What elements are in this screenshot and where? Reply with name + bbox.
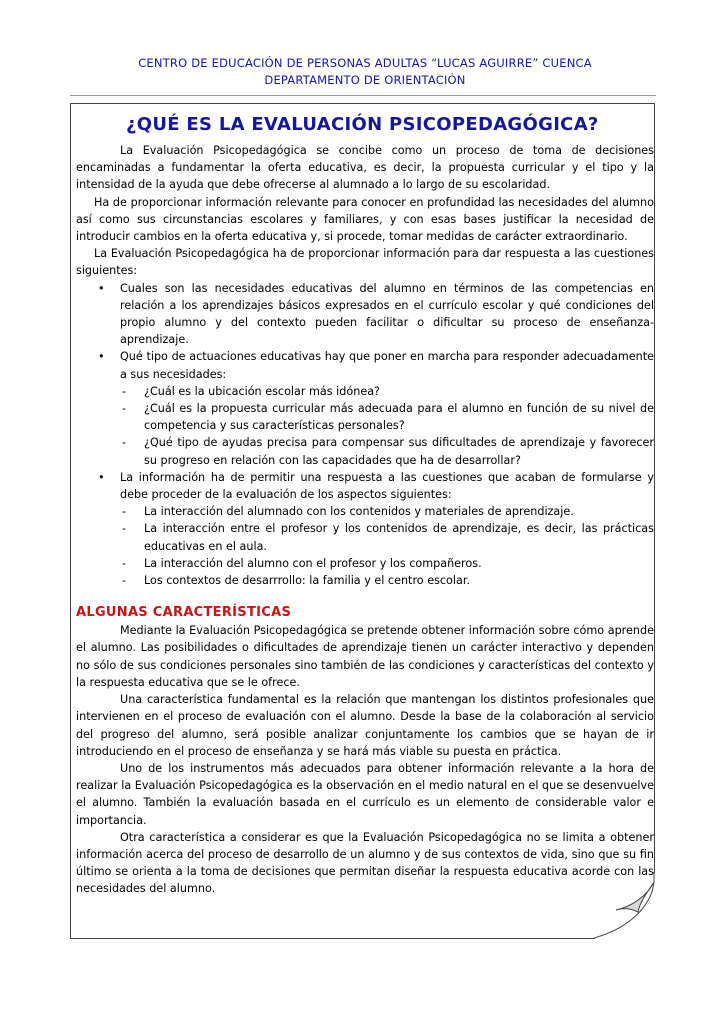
dash-icon: - <box>122 505 127 519</box>
sub-list <box>120 383 654 469</box>
document-body <box>76 112 654 898</box>
intro-paragraph-2: Ha de proporcionar información relevante para conocer en profundidad las necesidades del alumno así como sus circunstancias escolares y familiares, y con esas bases justificar la necesidad de introducir cambios en la oferta educativa y, si procede, tomar medidas de carácter extraordinario. <box>76 195 654 244</box>
frame-right-edge <box>654 103 655 873</box>
sub-list <box>120 503 654 589</box>
bullet-icon: • <box>98 281 105 295</box>
dash-icon: - <box>122 522 127 536</box>
sub-list-item-text: Los contextos de desarrrollo: la familia y el centro escolar. <box>144 574 470 588</box>
list-item <box>76 348 654 468</box>
dash-icon: - <box>122 384 127 398</box>
sub-list-item <box>120 520 654 554</box>
questions-list <box>76 280 654 590</box>
sub-list-item-text: ¿Cuál es la propuesta curricular más adecuada para el alumno en función de su nivel de competencia y sus características personales? <box>144 402 654 433</box>
sub-list-item <box>120 503 654 520</box>
list-item-text: Qué tipo de actuaciones educativas hay que poner en marcha para responder adecuadamente a sus necesidades: <box>120 350 654 381</box>
page-title: ¿QUÉ ES LA EVALUACIÓN PSICOPEDAGÓGICA? <box>126 114 599 135</box>
section-paragraph: Mediante la Evaluación Psicopedagógica se pretende obtener información sobre cómo aprende el alumno. Las posibilidades o dificultades de aprendizaje tienen un carácter interactivo y dependen no sólo de sus condiciones personales sino también de las condiciones y características del contexto y la respuesta educativa que se le ofrece. <box>76 624 654 689</box>
list-item-text: La información ha de permitir una respuesta a las cuestiones que acaban de formularse y debe proceder de la evaluación de los aspectos siguientes: <box>120 470 654 502</box>
bullet-icon: • <box>98 350 105 364</box>
sub-list-item <box>120 383 654 400</box>
section-paragraph: Otra característica a considerar es que la Evaluación Psicopedagógica no se limita a obtener información acerca del proceso de desarrollo de un alumno y de sus contextos de vida, sino que su fin último se orienta a la toma de decisiones que permitan diseñar la respuesta educativa acorde con las necesidades del alumno. <box>76 830 654 896</box>
intro-paragraph-3: La Evaluación Psicopedagógica ha de proporcionar información para dar respuesta a las cuestiones siguientes: <box>76 247 654 278</box>
dash-icon: - <box>122 556 127 570</box>
header-line-2: DEPARTAMENTO DE ORIENTACIÓN <box>264 73 466 87</box>
document-header <box>70 55 660 89</box>
bullet-icon: • <box>98 470 105 484</box>
sub-list-item <box>120 572 654 589</box>
sub-list-item-text: La interacción del alumno con el profesor y los compañeros. <box>144 556 482 570</box>
sub-list-item-text: ¿Cuál es la ubicación escolar más idónea? <box>144 384 380 398</box>
list-item <box>76 469 654 589</box>
section-paragraph: Una característica fundamental es la relación que mantengan los distintos profesionales que intervienen en el proceso de evaluación con el alumno. Desde la base de la colaboración al servicio del progreso del alumno, será posible analizar conjuntamente los cambios que se hayan de ir introduciendo en el proceso de enseñanza y se hará más viable su puesta en práctica. <box>76 693 654 758</box>
dash-icon: - <box>122 402 127 416</box>
sub-list-item-text: La interacción del alumnado con los contenidos y materiales de aprendizaje. <box>144 505 574 519</box>
sub-list-item <box>120 555 654 572</box>
frame-bottom-edge <box>70 938 595 939</box>
header-divider <box>70 95 656 96</box>
list-item-text: Cuales son las necesidades educativas del alumno en términos de las competencias en relación a los aprendizajes básicos expresados en el currículo escolar y qué condiciones del propio alumno y del contexto pueden facilitar o dificultar su proceso de enseñanza-aprendizaje. <box>120 281 654 347</box>
section-paragraph: Uno de los instrumentos más adecuados para obtener información relevante a la hora de realizar la Evaluación Psicopedagógica es la observación en el medio natural en el que se desenvuelve el alumno. También la evaluación basada en el currículo es un elemento de considerable valor e importancia. <box>76 761 654 827</box>
sub-list-item <box>120 434 654 468</box>
list-item <box>76 280 654 349</box>
sub-list-item <box>120 400 654 434</box>
sub-list-item-text: ¿Qué tipo de ayudas precisa para compensar sus dificultades de aprendizaje y favorecer su progreso en relación con las capacidades que ha de desarrollar? <box>144 436 654 467</box>
header-line-1: CENTRO DE EDUCACIÓN DE PERSONAS ADULTAS “LUCAS AGUIRRE” CUENCA <box>138 56 592 70</box>
intro-paragraph-1: La Evaluación Psicopedagógica se concibe como un proceso de toma de decisiones encaminadas a fundamentar la oferta educativa, es decir, la propuesta curricular y el tipo y la intensidad de la ayuda que debe ofrecerse al alumnado a lo largo de su escolaridad. <box>76 144 654 192</box>
sub-list-item-text: La interacción entre el profesor y los contenidos de aprendizaje, es decir, las prácticas educativas en el aula. <box>144 522 654 553</box>
dash-icon: - <box>122 574 127 588</box>
section-title: ALGUNAS CARACTERÍSTICAS <box>76 605 292 621</box>
dash-icon: - <box>122 436 127 450</box>
